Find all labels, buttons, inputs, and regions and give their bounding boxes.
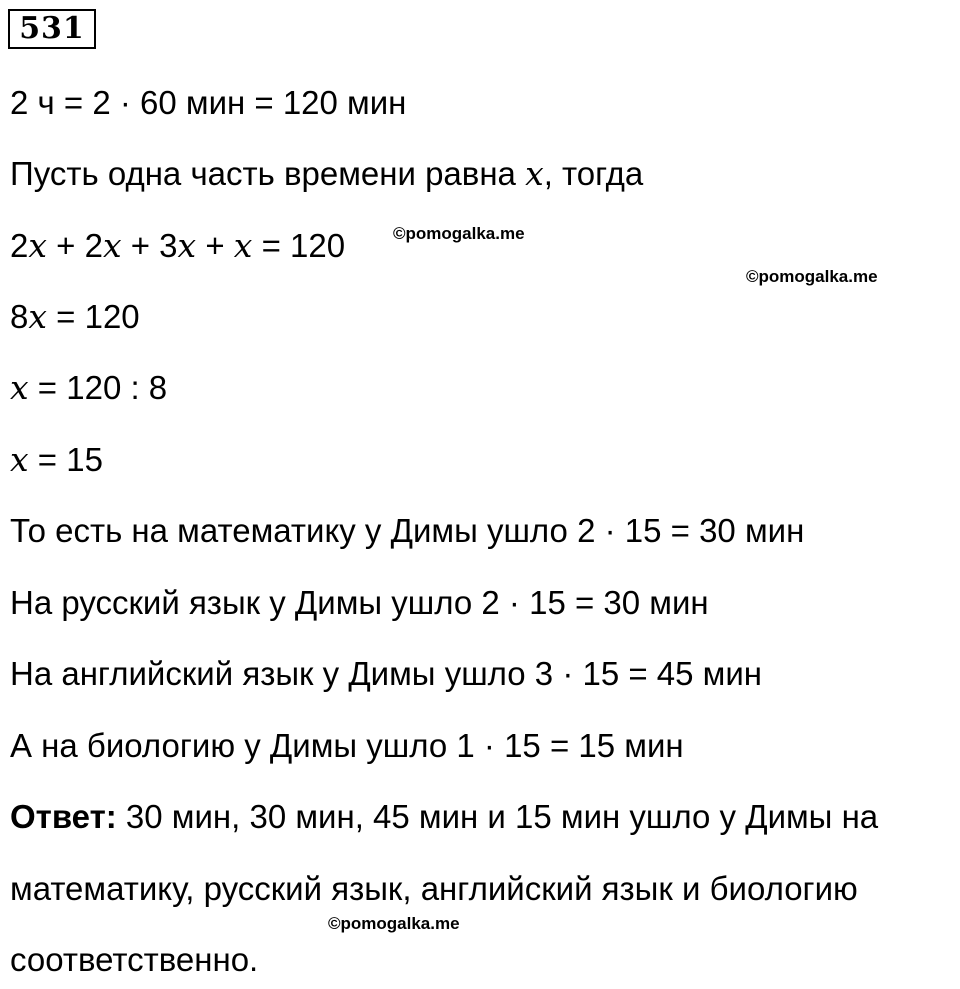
- line-biology: А на биологию у Димы ушло 1 · 15 = 15 мин: [10, 727, 684, 764]
- watermark-3: ©pomogalka.me: [328, 914, 460, 933]
- variable-x: x: [177, 226, 197, 265]
- watermark-2: ©pomogalka.me: [746, 267, 878, 286]
- variable-x: x: [102, 226, 122, 265]
- line-x-value: [10, 440, 103, 480]
- eq-result: = 120: [252, 227, 346, 264]
- variable-x: x: [233, 226, 253, 265]
- line-let-x-text: Пусть одна часть времени равна: [10, 155, 526, 192]
- line-answer-continued: математику, русский язык, английский язык и биологию: [10, 870, 858, 907]
- l4-coef: 8: [10, 298, 29, 335]
- l6-tail: = 15: [28, 441, 103, 478]
- line-answer: [10, 797, 878, 837]
- l4-tail: = 120: [46, 298, 140, 335]
- line-8x: [10, 297, 140, 337]
- line-let-x-tail: , тогда: [543, 155, 644, 192]
- eq-coef-2: + 2: [46, 227, 103, 264]
- answer-text: 30 мин, 30 мин, 45 мин и 15 мин ушло у Димы на: [116, 798, 879, 835]
- variable-x: x: [10, 368, 29, 407]
- line-russian: На русский язык у Димы ушло 2 · 15 = 30 мин: [10, 584, 709, 621]
- line-math: То есть на математику у Димы ушло 2 · 15 = 30 мин: [10, 512, 805, 549]
- line-let-x: [10, 154, 643, 194]
- answer-label: Ответ:: [10, 798, 117, 835]
- variable-x: x: [28, 297, 47, 336]
- line-x-division: [10, 368, 167, 408]
- eq-coef-3: + 3: [121, 227, 178, 264]
- line-answer-end: соответственно.: [10, 941, 259, 978]
- eq-coef-4: +: [196, 227, 234, 264]
- watermark-1: ©pomogalka.me: [393, 224, 525, 243]
- line-hours-conversion: 2 ч = 2 · 60 мин = 120 мин: [10, 84, 407, 121]
- line-equation: [10, 226, 345, 266]
- variable-x: x: [525, 154, 544, 193]
- problem-number: 531: [8, 9, 96, 49]
- variable-x: x: [28, 226, 47, 265]
- variable-x: x: [10, 440, 29, 479]
- eq-coef-1: 2: [10, 227, 29, 264]
- l5-tail: = 120 : 8: [28, 369, 168, 406]
- line-english: На английский язык у Димы ушло 3 · 15 = 45 мин: [10, 655, 763, 692]
